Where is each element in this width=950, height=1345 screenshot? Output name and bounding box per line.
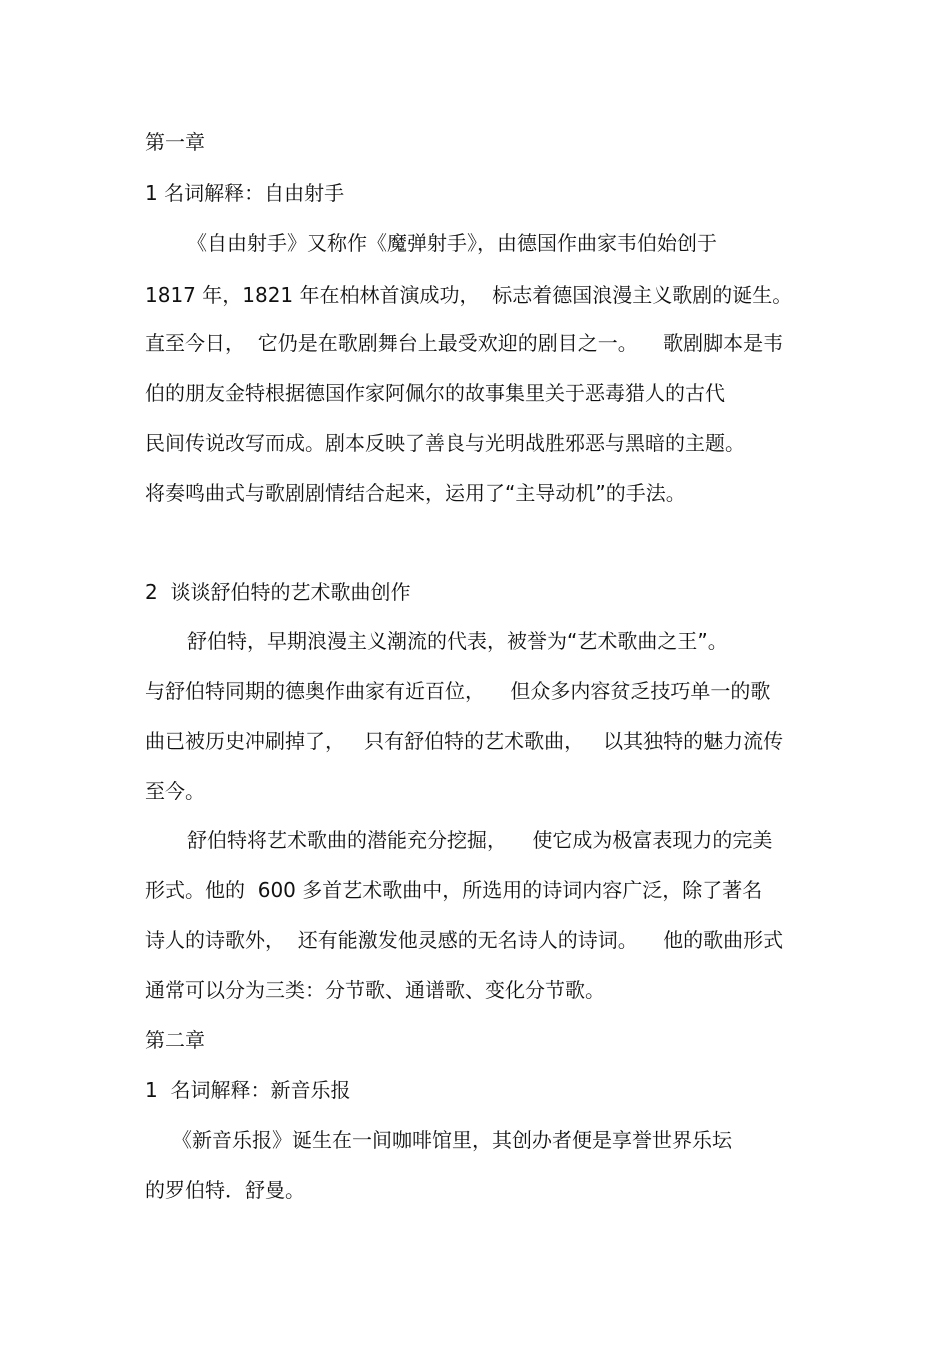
paragraph-line: 舒伯特，早期浪漫主义潮流的代表，被誉为“艺术歌曲之王”。 <box>187 629 728 653</box>
paragraph-line: 1817 年，1821 年在柏林首演成功， 标志着德国浪漫主义歌剧的诞生。 <box>145 283 793 307</box>
paragraph-line: 至今。 <box>145 779 205 803</box>
paragraph-line: 《新音乐报》诞生在一间咖啡馆里，其创办者便是享誉世界乐坛 <box>172 1128 732 1152</box>
paragraph-line: 与舒伯特同期的德奥作曲家有近百位， 但众多内容贫乏技巧单一的歌 <box>145 679 771 703</box>
chapter-title: 第二章 <box>145 1028 205 1052</box>
paragraph-line: 伯的朋友金特根据德国作家阿佩尔的故事集里关于恶毒猎人的古代 <box>145 381 725 405</box>
paragraph-line: 民间传说改写而成。剧本反映了善良与光明战胜邪恶与黑暗的主题。 <box>145 431 745 455</box>
paragraph-line: 通常可以分为三类：分节歌、通谱歌、变化分节歌。 <box>145 978 605 1002</box>
question-heading: 2 谈谈舒伯特的艺术歌曲创作 <box>145 580 411 604</box>
paragraph-line: 直至今日， 它仍是在歌剧舞台上最受欢迎的剧目之一。 歌剧脚本是韦 <box>145 331 784 355</box>
paragraph-line: 《自由射手》又称作《魔弹射手》，由德国作曲家韦伯始创于 <box>187 231 717 255</box>
paragraph-line: 的罗伯特．舒曼。 <box>145 1178 305 1202</box>
paragraph-line: 诗人的诗歌外， 还有能激发他灵感的无名诗人的诗词。 他的歌曲形式 <box>145 928 784 952</box>
paragraph-line: 形式。他的 600 多首艺术歌曲中，所选用的诗词内容广泛，除了著名 <box>145 878 763 902</box>
question-heading: 1 名词解释：自由射手 <box>145 181 345 205</box>
paragraph-line: 将奏鸣曲式与歌剧剧情结合起来，运用了“主导动机”的手法。 <box>145 481 686 505</box>
paragraph-line: 曲已被历史冲刷掉了， 只有舒伯特的艺术歌曲， 以其独特的魅力流传 <box>145 729 784 753</box>
question-heading: 1 名词解释：新音乐报 <box>145 1078 351 1102</box>
chapter-title: 第一章 <box>145 130 205 154</box>
paragraph-line: 舒伯特将艺术歌曲的潜能充分挖掘， 使它成为极富表现力的完美 <box>187 828 773 852</box>
